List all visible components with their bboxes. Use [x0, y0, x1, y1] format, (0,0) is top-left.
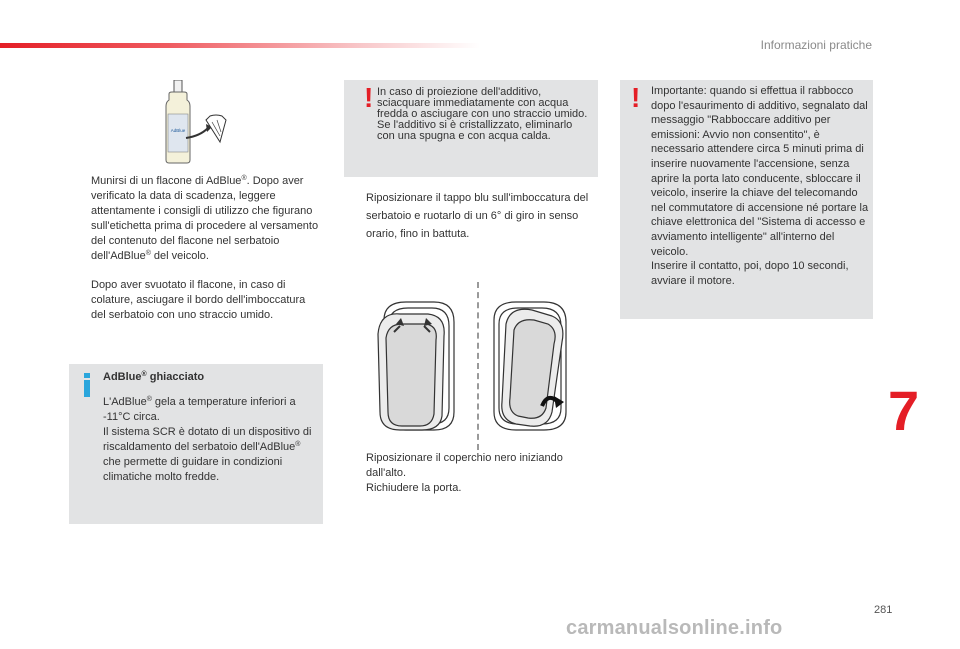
registered-mark: ®	[241, 175, 247, 182]
col2-bullet-1	[346, 189, 596, 243]
col1-bullet-1-text-b: . Dopo aver verificato la data di scadenza, leggere attentamente i consigli di utilizzo che figurano sull'etichetta prima di procedere al versamento del contenuto del flacone nel serbatoio dell'AdBlue	[91, 175, 319, 262]
warning-box-additive-spill	[344, 80, 598, 177]
col1-bullet-2-text: Dopo aver svuotato il flacone, in caso di colature, asciugare il bordo dell'imboccatura del serbatoio con uno straccio umido.	[91, 279, 306, 321]
col1-bullet-1-text-c: del veicolo.	[150, 250, 209, 262]
col2-bullet-1-text: Riposizionare il tappo blu sull'imboccatura del serbatoio e ruotarlo di un 6° di giro in senso orario, fino in battuta.	[366, 192, 589, 240]
info-box-title: AdBlue® ghiacciato	[103, 371, 205, 383]
section-title: Informazioni pratiche	[760, 38, 872, 52]
illustration-divider	[477, 282, 479, 450]
info-box-body: L'AdBlue® gela a temperature inferiori a -11°C circa. Il sistema SCR è dotato di un dispositivo di riscaldamento del serbatoio dell'AdBlue® che permette di guidare in condizioni climatiche molto fredde.	[103, 396, 312, 483]
col1-bullet-1-text-a: Munirsi di un flacone di AdBlue	[91, 175, 242, 187]
col2-bullet-2	[346, 451, 596, 481]
info-box-adblue-frozen	[69, 364, 323, 524]
adblue-bottle-illustration	[160, 80, 252, 166]
col2-bullet-2-text: Riposizionare il coperchio nero iniziando dall'alto.	[366, 452, 563, 479]
warning-box-restart	[620, 80, 873, 319]
registered-mark: ®	[295, 441, 301, 448]
chapter-number: 7	[888, 379, 920, 442]
watermark: carmanualsonline.info	[566, 617, 783, 639]
tank-cap-illustration	[366, 280, 584, 452]
info-icon	[82, 373, 92, 397]
warning-box-text: Importante: quando si effettua il rabbocco dopo l'esaurimento di additivo, segnalato dal messaggio "Rabboccare additivo per emissioni: Avvio non consentito", è necessario attendere circa 5 minuti prima di inserire nuovamente l'accensione, senza aprire la porta lato conducente, sbloccare il veicolo, inserire la chiave del telecomando nel commutatore di accensione né portare la chiave elettronica del "Sistema di accesso e avviamento intelligente" all'interno del veicolo. Inserire il contatto, poi, dopo 10 secondi, avviare il motore.	[651, 85, 869, 287]
svg-text:AdBlue: AdBlue	[170, 128, 186, 133]
header-accent-bar	[0, 43, 480, 48]
registered-mark: ®	[141, 371, 147, 378]
registered-mark: ®	[146, 396, 152, 403]
warning-icon: !	[364, 82, 374, 113]
warning-box-text: In caso di proiezione dell'additivo, sciacquare immediatamente con acqua fredda o asciugare con uno straccio umido. Se l'additivo si è cristallizzato, eliminarlo con una spugna e con acqua calda.	[377, 86, 588, 142]
col1-bullet-1	[71, 174, 323, 264]
registered-mark: ®	[145, 250, 151, 257]
col2-bullet-3	[346, 481, 596, 496]
page-number: 281	[874, 604, 893, 616]
col2-bullet-3-text: Richiudere la porta.	[366, 482, 462, 494]
warning-icon: !	[631, 82, 641, 113]
col1-bullet-2	[71, 278, 311, 323]
